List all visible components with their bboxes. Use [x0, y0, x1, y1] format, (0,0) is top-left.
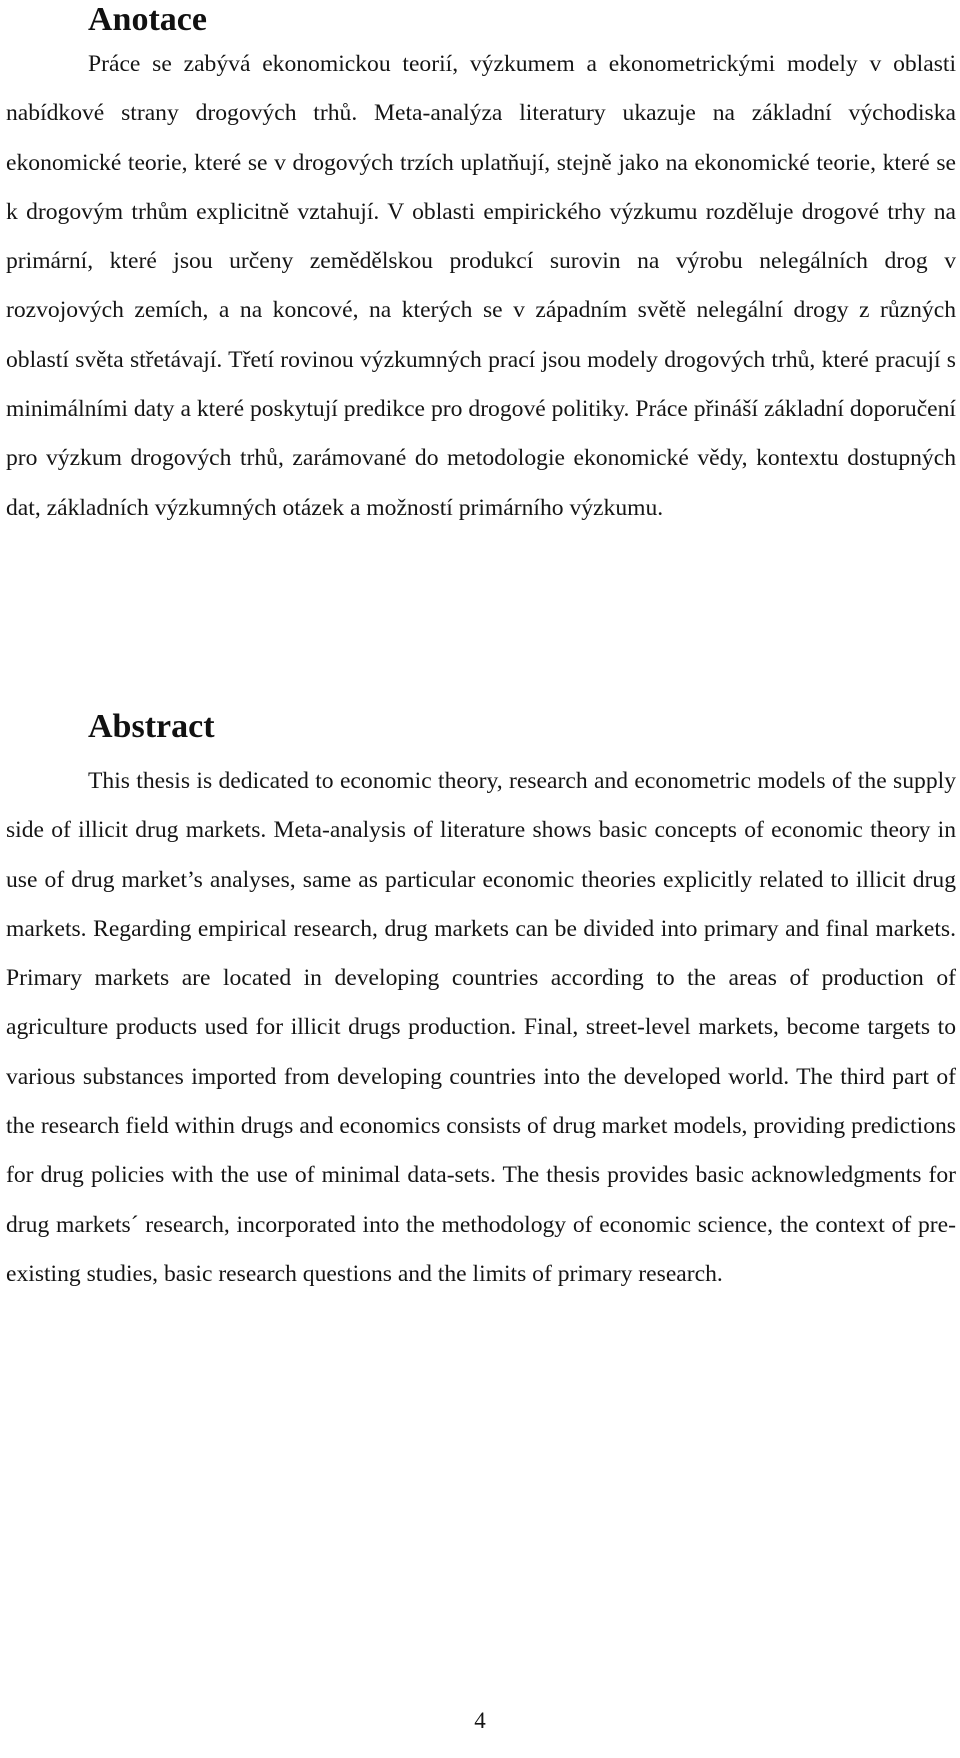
abstract-paragraph: This thesis is dedicated to economic theory, research and econometric models of the supply side of illicit drug markets. Meta-analysis of literature shows basic concepts of economic theory in use of drug market’s analyses, same as particular economic theories explicitly related to illicit drug markets. Regarding empirical research, drug markets can be divided into primary and final markets. Primary markets are located in developing countries according to the areas of production of agriculture products used for illicit drugs production. Final, street-level markets, become targets to various substances imported from developing countries into the developed world. The third part of the research field within drugs and economics consists of drug market models, providing predictions for drug policies with the use of minimal data-sets. The thesis provides basic acknowledgments for drug markets´ research, incorporated into the methodology of economic science, the context of pre-existing studies, basic research questions and the limits of primary research.: [6, 768, 956, 1287]
abstract-heading: Abstract: [88, 708, 215, 745]
anotace-heading: Anotace: [88, 1, 207, 38]
page-number: 4: [474, 1708, 486, 1733]
anotace-paragraph: Práce se zabývá ekonomickou teorií, výzkumem a ekonometrickými modely v oblasti nabídkové strany drogových trhů. Meta-analýza literatury ukazuje na základní východiska ekonomické teorie, které se v drogových trzích uplatňují, stejně jako na ekonomické teorie, které se k drogovým trhům explicitně vztahují. V oblasti empirického výzkumu rozděluje drogové trhy na primární, které jsou určeny zemědělskou produkcí surovin na výrobu nelegálních drog v rozvojových zemích, a na koncové, na kterých se v západním světě nelegální drogy z různých oblastí světa střetávají. Třetí rovinou výzkumných prací jsou modely drogových trhů, které pracují s minimálními daty a které poskytují predikce pro drogové politiky. Práce přináší základní doporučení pro výzkum drogových trhů, zarámované do metodologie ekonomické vědy, kontextu dostupných dat, základních výzkumných otázek a možností primárního výzkumu.: [6, 51, 956, 521]
